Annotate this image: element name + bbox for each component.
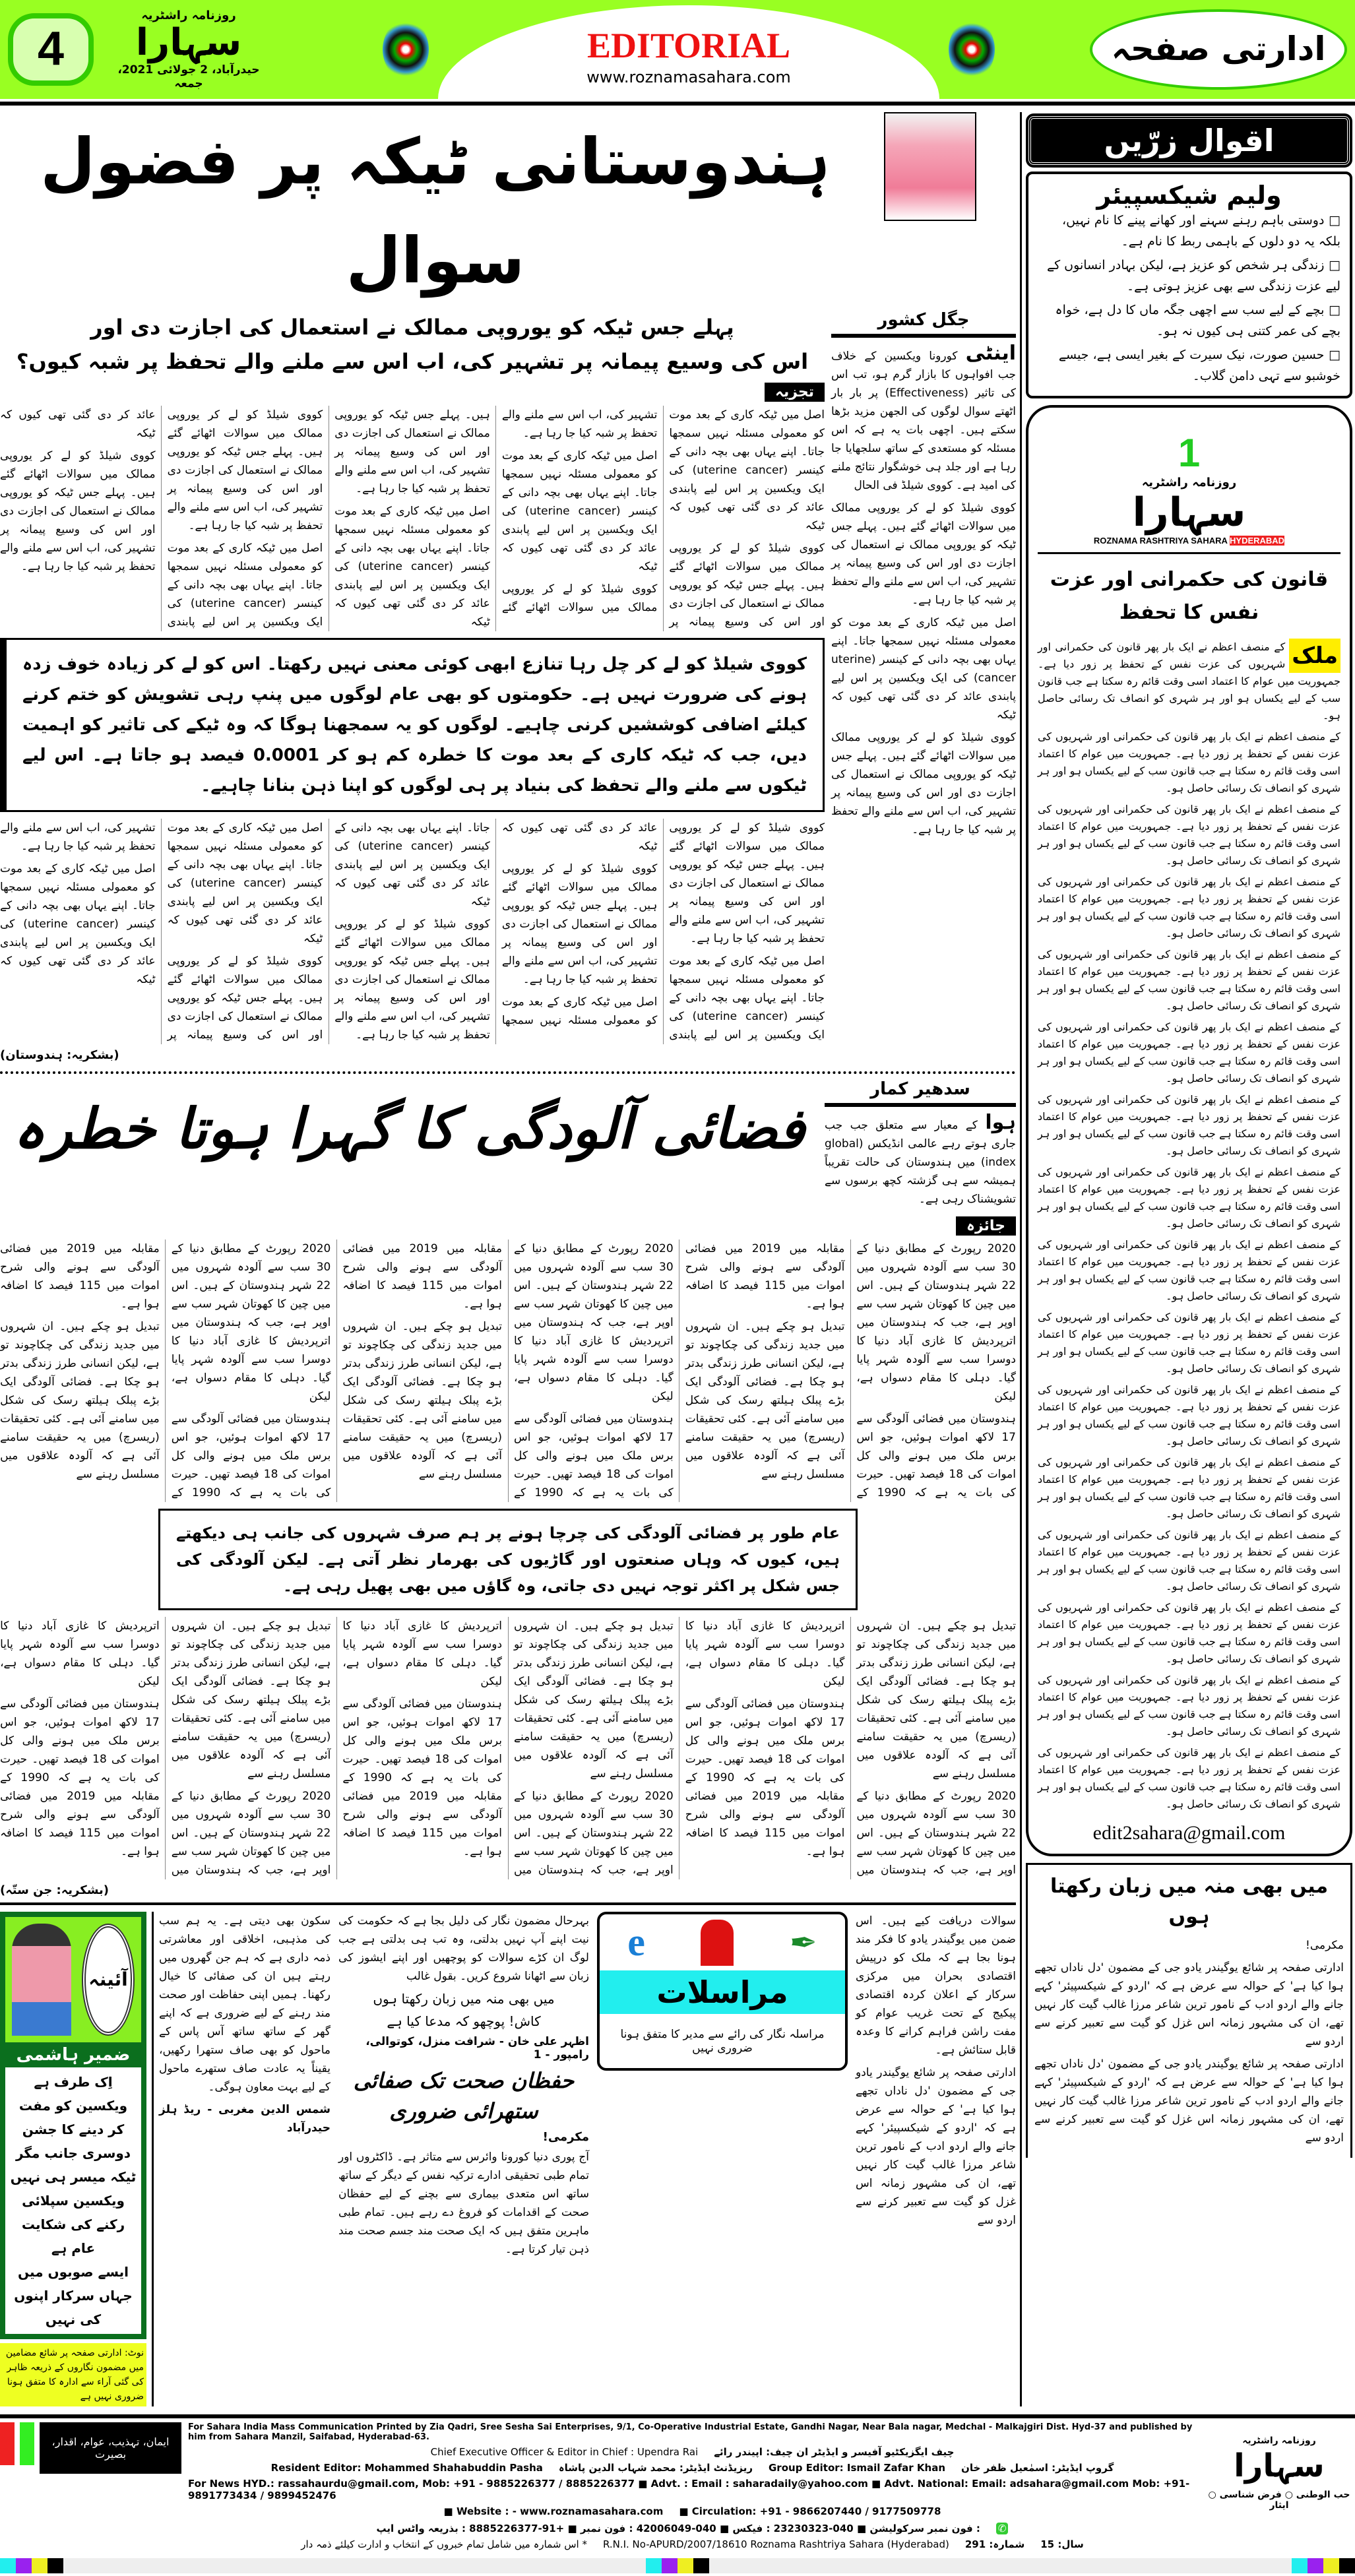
rni-number: R.N.I. No-APURD/2007/18610 Roznama Rashtriya Sahara (Hyderabad) xyxy=(602,2538,949,2550)
letter-headline: حفظان صحت تک صفائی ستھرائی ضروری xyxy=(353,2068,575,2123)
paragraph: ہندوستان میں فضائی آلودگی سے 17 لاکھ اموات ہوئیں، جو اس برس ملک میں ہونے والی کل اموات کی 18 فیصد تھیں۔ حیرت کی بات یہ ہے کہ 1990 کے مقابلہ میں 2019 میں فضائی آلودگی سے ہونے والی شرح اموات میں 115 فیصد کا اضافہ ہوا ہے۔ xyxy=(342,1242,674,1499)
letter-column xyxy=(856,1912,1016,2406)
lead-word: ہوا xyxy=(985,1111,1016,1134)
letter-column xyxy=(338,1912,589,2406)
column-divider xyxy=(1020,112,1022,2406)
aaina-poem xyxy=(5,2067,141,2334)
verse: ایسے صوبوں میں جہاں سرکار اپنوں کی نہیں xyxy=(14,2264,133,2327)
group-editor-ur: گروپ ایڈیٹر: اسمٰعیل ظفر خان xyxy=(961,2462,1114,2474)
letters-banner xyxy=(597,1912,848,2071)
verse: میں بھی منہ میں زبان رکھتا ہوں xyxy=(373,1991,555,2007)
emblem-icon xyxy=(949,20,995,79)
quote-item: □ دوستی باہم رہنے سہنے اور کھانے پینے کا نام نہیں، بلکہ یہ دو دلوں کے باہمی ربط کا نام ہے۔ xyxy=(1038,210,1340,252)
quotes-header: اقوال زرّیں xyxy=(1028,116,1350,165)
paragraph: کے منصف اعظم نے ایک بار پھر قانون کی حکمرانی اور شہریوں کی عزت نفس کے تحفظ پر زور دیا ہے۔ جمہوریت میں عوام کا اعتماد اسی وقت قائم رہ سکتا ہے جب قانون سب کے لیے یکساں ہو اور ہر شہری کو انصاف تک رسائی حاصل ہو۔ xyxy=(1038,1311,1340,1375)
paragraph: کووی شیلڈ کو لے کر یوروپی ممالک میں سوالات اٹھائے گئے ہیں۔ پہلے جس ٹیکہ کو یوروپی ممالک نے استعمال کی اجازت دی اور اس کی وسیع پیمانہ پر تشہیر کی، اب اس سے ملنے والے تحفظ پر شبہ کیا جا رہا ہے۔ xyxy=(334,918,490,1042)
resident-editor-ur: ریزیڈنٹ ایڈیٹر: محمد شہاب الدین پاشاہ xyxy=(558,2462,753,2474)
logo-subtitle: روزنامہ راشٹریہ xyxy=(141,9,236,22)
paragraph: اصل میں ٹیکہ کاری کے بعد موت کو معمولی مسئلہ نہیں سمجھا جاتا۔ اپنے یہاں بھی بچہ دانی کے کینسر (uterine cancer) کی ایک ویکسین پر اس لیے پابندی عائد کر دی گئی تھی کیوں کہ ٹیکہ xyxy=(0,408,323,629)
paragraph: ہندوستان میں فضائی آلودگی سے 17 لاکھ اموات ہوئیں، جو اس برس ملک میں ہونے والی کل اموات کی 18 فیصد تھیں۔ حیرت کی بات یہ ہے کہ 1990 کے مقابلہ میں 2019 میں فضائی آلودگی سے ہونے والی شرح اموات میں 115 فیصد کا اضافہ ہوا ہے۔ xyxy=(342,1697,503,1858)
paragraph: کووی شیلڈ کو لے کر یوروپی ممالک میں سوالات اٹھائے گئے ہیں۔ پہلے جس ٹیکہ کو یوروپی ممالک نے استعمال کی اجازت دی اور اس کی وسیع پیمانہ پر تشہیر کی، اب اس سے ملنے والے تحفظ پر شبہ کیا جا رہا ہے۔ xyxy=(0,821,323,1042)
paragraph: اصل میں ٹیکہ کاری کے بعد موت کو معمولی مسئلہ نہیں سمجھا جاتا۔ اپنے یہاں بھی بچہ دانی کے کینسر (uterine cancer) کی ایک ویکسین پر اس لیے پابندی عائد کر دی گئی تھی کیوں کہ ٹیکہ xyxy=(831,616,1016,722)
verse: دوسری جانب مگر ٹیکہ میسر ہی نہیں xyxy=(10,2145,137,2185)
paragraph: بہرحال مضمون نگار کی دلیل بجا ہے کہ حکومت کی نیت اپنے آپ نہیں بدلتی، وہ تب ہی بدلتی ہے جب لوگ ان کڑے سوالات کو پوچھیں اور اپنے ایشوز کی زبان سے اٹھانا شروع کریں۔ بقول غالب xyxy=(338,1914,589,1983)
intro-text: کورونا ویکسین کے خلاف جب افواہوں کا بازار گرم ہو، تب اس کی تاثیر (Effectiveness) پر بار بار اٹھتے سوال لوگوں کی الجھن مزید بڑھا سکتے ہیں۔ اچھی بات یہ ہے کہ اس مسئلہ کو مستعدی کے ساتھ سلجھایا جا رہا ہے اور جلد ہی خوشگوار نتائج ملنے کی امید ہے۔ کووی شیلڈ فی الحال xyxy=(831,350,1016,492)
ceo-en: Chief Executive Officer & Editor in Chief : Upendra Rai xyxy=(430,2446,699,2458)
paragraph: کووی شیلڈ کو لے کر یوروپی ممالک میں سوالات اٹھائے گئے ہیں۔ پہلے جس ٹیکہ کو یوروپی ممالک نے استعمال کی اجازت دی اور اس کی وسیع پیمانہ پر تشہیر کی، اب اس سے ملنے والے تحفظ پر شبہ کیا جا رہا ہے۔ xyxy=(167,408,323,532)
letter-signature: شمس الدین مغربی - ریڈ ہلز حیدرآباد xyxy=(159,2103,331,2135)
banner-icons xyxy=(600,1914,845,1970)
logo-subtitle: روزنامہ راشٹریہ xyxy=(1141,476,1237,489)
date-line: حیدرآباد، 2 جولائی 2021، جمعہ xyxy=(117,63,260,90)
color-bar xyxy=(20,2422,34,2465)
editorial-box xyxy=(1026,405,1352,1856)
article1-intro xyxy=(831,344,1016,839)
letter-box xyxy=(1026,1863,1352,2158)
article1-credit: (بشکریہ: ہندوستان) xyxy=(0,1048,119,1062)
paragraph: کے منصف اعظم نے ایک بار پھر قانون کی حکمرانی اور شہریوں کی عزت نفس کے تحفظ پر زور دیا ہے۔ جمہوریت میں عوام کا اعتماد اسی وقت قائم رہ سکتا ہے جب قانون سب کے لیے یکساں ہو اور ہر شہری کو انصاف تک رسائی حاصل ہو۔ xyxy=(1038,803,1340,867)
paragraph: کے منصف اعظم نے ایک بار پھر قانون کی حکمرانی اور شہریوں کی عزت نفس کے تحفظ پر زور دیا ہے۔ جمہوریت میں عوام کا اعتماد اسی وقت قائم رہ سکتا ہے جب قانون سب کے لیے یکساں ہو اور ہر شہری کو انصاف تک رسائی حاصل ہو۔ xyxy=(1038,1021,1340,1084)
circulation: ■ Circulation: +91 - 9866207440 / 9177509778 xyxy=(679,2505,941,2517)
author-photo xyxy=(884,112,976,221)
verse: ویکسین سپلائی رکنے کی شکایت عام ہے xyxy=(21,2193,125,2256)
paragraph: تبدیل ہو چکے ہیں۔ ان شہروں میں جدید زندگی کی چکاچوند تو ہے، لیکن انسانی طرز زندگی بدتر ہو چکا ہے۔ فضائی آلودگی ایک بڑے پبلک ہیلتھ رسک کی شکل میں سامنے آئی ہے۔ کئی تحقیقات (ریسرچ) میں یہ حقیقت سامنے آئی ہے کہ آلودہ علاقوں میں مسلسل رہنے سے xyxy=(0,1320,160,1481)
paragraph: کووی شیلڈ کو لے کر یوروپی ممالک میں سوالات اٹھائے گئے ہیں۔ پہلے جس ٹیکہ کو یوروپی ممالک نے استعمال کی اجازت دی اور اس کی وسیع پیمانہ پر تشہیر کی، اب اس سے ملنے والے تحفظ پر شبہ کیا جا رہا ہے۔ xyxy=(334,408,658,614)
postbox-icon xyxy=(701,1920,734,1966)
paragraph: کووی شیلڈ کو لے کر یوروپی ممالک میں سوالات اٹھائے گئے ہیں۔ پہلے جس ٹیکہ کو یوروپی ممالک نے استعمال کی اجازت دی اور اس کی وسیع پیمانہ پر تشہیر کی، اب اس سے ملنے والے تحفظ پر شبہ کیا جا رہا ہے۔ xyxy=(831,501,1016,607)
article2-body xyxy=(0,1617,1016,1879)
paragraph: 2020 رپورٹ کے مطابق دنیا کے 30 سب سے آلودہ شہروں میں 22 شہر ہندوستان کے ہیں۔ اس میں چین کا کھوتان شہر سب سے اوپر ہے، جب کہ ہندوستان میں اترپردیش کا غازی آباد دنیا کا دوسرا سب سے آلودہ شہر پایا گیا۔ دہلی کا مقام دسواں ہے، لیکن xyxy=(514,1242,674,1403)
page-label: ادارتی صفحہ xyxy=(1090,9,1347,90)
footer-tagline: ایمان، تہذیب، عوام، اقدار، بصیرت xyxy=(40,2422,181,2474)
pull-quote: عام طور پر فضائی آلودگی کی چرچا ہونے پر ہم صرف شہروں کی جانب ہی دیکھتے ہیں، کیوں کہ وہاں صنعتوں اور گاڑیوں کی بھرمار نظر آتی ہے۔ لیکن آلودگی کی جس شکل پر اکثر توجہ نہیں دی جاتی، وہ گاؤں میں بھی پھیل رہی ہے۔ xyxy=(158,1509,858,1610)
letter-body: آج پوری دنیا کورونا وائرس سے متاثر ہے۔ ڈاکٹروں اور تمام طبی تحقیقی ادارے ترکیہ نفس کے دیگر کے ساتھ ساتھ اس متعدی بیماری سے بچنے کے لیے حفظان صحت کے اقدامات کو فروغ دے رہے ہیں۔ تمام طبی ماہرین متفق ہیں کہ ایک صحت مند جسم صحت مند ذہن تیار کرتا ہے۔ xyxy=(338,2151,589,2256)
lead-word: ملک xyxy=(1289,639,1340,673)
paragraph: ادارتی صفحہ پر شائع یوگیندر یادو جی کے مضمون 'دل ناداں تجھے ہوا کیا ہے' کے حوالہ سے عرض ہے کہ 'اردو کے شیکسپیئر' کہے جانے والے اردو ادب کے نامور ترین شاعر مرزا غالب گیت کار نہیں تھے، ان کی مشہور زمانہ اس غزل کو گیت سے تعبیر کرنے سے اردو سے xyxy=(1034,1961,1344,2048)
verse: اِک طرف ہے ویکسین کو مفت کر دینے کا جشن xyxy=(18,2074,128,2137)
paragraph: کووی شیلڈ کو لے کر یوروپی ممالک میں سوالات اٹھائے گئے ہیں۔ پہلے جس ٹیکہ کو یوروپی ممالک نے استعمال کی اجازت دی اور اس کی وسیع پیمانہ پر تشہیر کی، اب اس سے ملنے والے تحفظ پر شبہ کیا جا رہا ہے۔ xyxy=(669,821,825,945)
paragraph: اصل میں ٹیکہ کاری کے بعد موت کو معمولی مسئلہ نہیں سمجھا جاتا۔ اپنے یہاں بھی بچہ دانی کے کینسر (uterine cancer) کی ایک ویکسین پر اس لیے پابندی عائد کر دی گئی تھی کیوں کہ ٹیکہ xyxy=(167,821,323,945)
divider xyxy=(0,102,1355,106)
printer-line: For Sahara India Mass Communication Printed by Zia Qadri, Sree Sesha Sai Enterprises, 9/1, Co-Operative Industrial Estate, Gandhi Nagar, Near Bala nagar, Medchal - Malkajgiri Dist. Hyd-37 and published by him from Sahara Manzil, Saifabad, Hyderabad-63. xyxy=(188,2422,1193,2442)
paragraph: کے منصف اعظم نے ایک بار پھر قانون کی حکمرانی اور شہریوں کی عزت نفس کے تحفظ پر زور دیا ہے۔ جمہوریت میں عوام کا اعتماد اسی وقت قائم رہ سکتا ہے جب قانون سب کے لیے یکساں ہو اور ہر شہری کو انصاف تک رسائی حاصل ہو۔ xyxy=(1038,1456,1340,1520)
logo-one-icon: 1 xyxy=(1178,431,1201,475)
review-tag: جائزہ xyxy=(956,1216,1016,1236)
aaina-box xyxy=(0,1912,146,2406)
paragraph: سکون بھی دیتی ہے۔ یہ ہم سب کی مذہبی، اخلاقی اور معاشرتی ذمہ داری ہے کہ ہم جن گھروں میں رہتے ہیں ان کی صفائی کا خیال رکھنا۔ ہمیں اپنی حفاظت اور صحت مند رہنے کے لیے ضروری ہے کہ اپنے گھر کے ساتھ ساتھ آس پاس کے ماحول کو بھی صاف ستھرا رکھیں، یقیناً یہ عادت صاف ستھرے ماحول کے لیے بہت معاون ہوگی۔ xyxy=(159,1914,331,2094)
group-editor: Group Editor: Ismail Zafar Khan xyxy=(769,2462,946,2474)
browser-icon: e xyxy=(627,1920,645,1964)
paragraph: ہندوستان میں فضائی آلودگی سے 17 لاکھ اموات ہوئیں، جو اس برس ملک میں ہونے والی کل اموات کی 18 فیصد تھیں۔ حیرت کی بات یہ ہے کہ 1990 کے مقابلہ میں 2019 میں فضائی آلودگی سے ہونے والی شرح اموات میں 115 فیصد کا اضافہ ہوا ہے۔ xyxy=(0,1242,331,1499)
masthead-band xyxy=(0,0,1355,99)
paragraph: تبدیل ہو چکے ہیں۔ ان شہروں میں جدید زندگی کی چکاچوند تو ہے، لیکن انسانی طرز زندگی بدتر ہو چکا ہے۔ فضائی آلودگی ایک بڑے پبلک ہیلتھ رسک کی شکل میں سامنے آئی ہے۔ کئی تحقیقات (ریسرچ) میں یہ حقیقت سامنے آئی ہے کہ آلودہ علاقوں میں مسلسل رہنے سے xyxy=(171,1619,331,1780)
article1-body xyxy=(0,819,825,1044)
paragraph: کے منصف اعظم نے ایک بار پھر قانون کی حکمرانی اور شہریوں کی عزت نفس کے تحفظ پر زور دیا ہے۔ جمہوریت میں عوام کا اعتماد اسی وقت قائم رہ سکتا ہے جب قانون سب کے لیے یکساں ہو اور ہر شہری کو انصاف تک رسائی حاصل ہو۔ xyxy=(1038,1238,1340,1302)
lead-word: اینٹی xyxy=(965,342,1016,365)
paragraph: اصل میں ٹیکہ کاری کے بعد موت کو معمولی مسئلہ نہیں سمجھا جاتا۔ اپنے یہاں بھی بچہ دانی کے کینسر (uterine cancer) کی ایک ویکسین پر اس لیے پابندی عائد کر دی گئی تھی کیوں کہ ٹیکہ xyxy=(334,505,490,629)
ceo-ur: چیف ایگزیکٹیو آفیسر و ایڈیٹر ان چیف: اپیندر رائے xyxy=(714,2446,955,2458)
resident-editor: Resident Editor: Mohammed Shahabuddin Pasha xyxy=(270,2462,543,2474)
paragraph: ہندوستان میں فضائی آلودگی سے 17 لاکھ اموات ہوئیں، جو اس برس ملک میں ہونے والی کل اموات کی 18 فیصد تھیں۔ حیرت کی بات یہ ہے کہ 1990 کے مقابلہ میں 2019 میں فضائی آلودگی سے ہونے والی شرح اموات میں 115 فیصد کا اضافہ ہوا ہے۔ xyxy=(685,1242,1016,1499)
main-column xyxy=(0,112,1016,2406)
paragraph: کووی شیلڈ کو لے کر یوروپی ممالک میں سوالات اٹھائے گئے ہیں۔ پہلے جس ٹیکہ کو یوروپی ممالک نے استعمال کی اجازت دی اور اس کی وسیع پیمانہ پر تشہیر کی، اب اس سے ملنے والے تحفظ پر شبہ کیا جا رہا ہے۔ xyxy=(0,449,156,573)
paragraph: کے منصف اعظم نے ایک بار پھر قانون کی حکمرانی اور شہریوں کی عزت نفس کے تحفظ پر زور دیا ہے۔ جمہوریت میں عوام کا اعتماد اسی وقت قائم رہ سکتا ہے جب قانون سب کے لیے یکساں ہو اور ہر شہری کو انصاف تک رسائی حاصل ہو۔ xyxy=(1038,730,1340,794)
year-number: سال: 15 xyxy=(1040,2538,1084,2550)
paragraph: کووی شیلڈ کو لے کر یوروپی ممالک میں سوالات اٹھائے گئے ہیں۔ پہلے جس ٹیکہ کو یوروپی ممالک نے استعمال کی اجازت دی اور اس کی وسیع پیمانہ پر تشہیر کی، اب اس سے ملنے والے تحفظ پر شبہ کیا جا رہا ہے۔ xyxy=(501,862,658,986)
disclaimer-ur: * اس شمارہ میں شامل تمام خبروں کے انتخاب و ادارت کیلئے ذمہ دار xyxy=(301,2538,587,2550)
paragraph: تبدیل ہو چکے ہیں۔ ان شہروں میں جدید زندگی کی چکاچوند تو ہے، لیکن انسانی طرز زندگی بدتر ہو چکا ہے۔ فضائی آلودگی ایک بڑے پبلک ہیلتھ رسک کی شکل میں سامنے آئی ہے۔ کئی تحقیقات (ریسرچ) میں یہ حقیقت سامنے آئی ہے کہ آلودہ علاقوں میں مسلسل رہنے سے xyxy=(514,1619,674,1780)
paragraph: کے منصف اعظم نے ایک بار پھر قانون کی حکمرانی اور شہریوں کی عزت نفس کے تحفظ پر زور دیا ہے۔ جمہوریت میں عوام کا اعتماد اسی وقت قائم رہ سکتا ہے جب قانون سب کے لیے یکساں ہو اور ہر شہری کو انصاف تک رسائی حاصل ہو۔ xyxy=(1038,1601,1340,1665)
quote-item: □ زندگی ہر شخص کو عزیز ہے، لیکن بہادر انسانوں کے لیے عزت زندگی سے بھی عزیز ہوتی ہے۔ xyxy=(1038,255,1340,297)
article1-byline: جگل کشور xyxy=(831,310,1016,338)
aaina-title: آئینہ xyxy=(82,1924,135,2036)
quotes-author: ولیم شیکسپیئر xyxy=(1096,181,1282,210)
logo-city: HYDERABAD xyxy=(1230,536,1285,546)
article1-headline: ہندوستانی ٹیکہ پر فضول سوال xyxy=(40,125,831,298)
right-column xyxy=(1026,112,1355,2406)
paragraph: 2020 رپورٹ کے مطابق دنیا کے 30 سب سے آلودہ شہروں میں 22 شہر ہندوستان کے ہیں۔ اس میں چین کا کھوتان شہر سب سے اوپر ہے، جب کہ ہندوستان میں اترپردیش کا غازی آباد دنیا کا دوسرا سب سے آلودہ شہر پایا گیا۔ دہلی کا مقام دسواں ہے، لیکن xyxy=(685,1619,1016,1877)
paragraph: کے منصف اعظم نے ایک بار پھر قانون کی حکمرانی اور شہریوں کی عزت نفس کے تحفظ پر زور دیا ہے۔ جمہوریت میں عوام کا اعتماد اسی وقت قائم رہ سکتا ہے جب قانون سب کے لیے یکساں ہو اور ہر شہری کو انصاف تک رسائی حاصل ہو۔ xyxy=(1038,1746,1340,1810)
article2-intro xyxy=(825,1111,1016,1209)
editorial-note: نوٹ: ادارتی صفحہ پر شائع مضامین میں مضمون نگاروں کے ذریعہ ظاہر کی گئی آراء سے ادارہ کا متفق ہونا ضروری نہیں ہے xyxy=(0,2343,146,2406)
letters-title: مراسلات xyxy=(600,1970,845,2014)
salutation: مکرمی! xyxy=(542,2130,589,2144)
paragraph: کووی شیلڈ کو لے کر یوروپی ممالک میں سوالات اٹھائے گئے ہیں۔ پہلے جس ٹیکہ کو یوروپی ممالک نے استعمال کی اجازت دی اور اس کی وسیع پیمانہ پر تشہیر کی، اب اس سے ملنے والے تحفظ پر شبہ کیا جا رہا ہے۔ xyxy=(501,408,825,629)
pull-quote: کووی شیلڈ کو لے کر چل رہا تنازع ابھی کوئی معنی نہیں رکھتا۔ اس کو لے کر زیادہ خوف زدہ ہونے کی ضرورت نہیں ہے۔ حکومتوں کو بھی عام لوگوں میں پنپ رہی تشویش کو ختم کرنے کیلئے اضافی کوششیں کرنی چاہیے۔ لوگوں کو یہ سمجھنا ہوگا کہ وہ ٹیکے کی تاثیر کو اہمیت دیں، جب کہ ٹیکہ کاری کے بعد موت کا خطرہ کم ہو کر 0.0001 فیصد ہو جاتا ہے۔ اس لیے ٹیکوں سے ملنے والے تحفظ کی بنیاد پر ہی لوگوں کو اپنا ذہن بنانا چاہیے۔ xyxy=(0,638,825,812)
paragraph: کے منصف اعظم نے ایک بار پھر قانون کی حکمرانی اور شہریوں کی عزت نفس کے تحفظ پر زور دیا ہے۔ جمہوریت میں عوام کا اعتماد اسی وقت قائم رہ سکتا ہے جب قانون سب کے لیے یکساں ہو اور ہر شہری کو انصاف تک رسائی حاصل ہو۔ xyxy=(1038,875,1340,939)
issue-number: شمارہ: 291 xyxy=(964,2538,1025,2550)
footer-motto: حب الوطنی ○ فرض شناسی ○ ایثار xyxy=(1208,2490,1350,2511)
paragraph: تبدیل ہو چکے ہیں۔ ان شہروں میں جدید زندگی کی چکاچوند تو ہے، لیکن انسانی طرز زندگی بدتر ہو چکا ہے۔ فضائی آلودگی ایک بڑے پبلک ہیلتھ رسک کی شکل میں سامنے آئی ہے۔ کئی تحقیقات (ریسرچ) میں یہ حقیقت سامنے آئی ہے کہ آلودہ علاقوں میں مسلسل رہنے سے xyxy=(856,1619,1016,1780)
paragraph: اصل میں ٹیکہ کاری کے بعد موت کو معمولی مسئلہ نہیں سمجھا جاتا۔ اپنے یہاں بھی بچہ دانی کے کینسر (uterine cancer) کی ایک ویکسین پر اس لیے پابندی عائد کر دی گئی تھی کیوں کہ ٹیکہ xyxy=(334,821,658,1027)
paragraph: 2020 رپورٹ کے مطابق دنیا کے 30 سب سے آلودہ شہروں میں 22 شہر ہندوستان کے ہیں۔ اس میں چین کا کھوتان شہر سب سے اوپر ہے، جب کہ ہندوستان میں اترپردیش کا غازی آباد دنیا کا دوسرا سب سے آلودہ شہر پایا گیا۔ دہلی کا مقام دسواں ہے، لیکن xyxy=(856,1242,1016,1403)
paragraph: کے منصف اعظم نے ایک بار پھر قانون کی حکمرانی اور شہریوں کی عزت نفس کے تحفظ پر زور دیا ہے۔ جمہوریت میں عوام کا اعتماد اسی وقت قائم رہ سکتا ہے جب قانون سب کے لیے یکساں ہو اور ہر شہری کو انصاف تک رسائی حاصل ہو۔ xyxy=(1038,1674,1340,1738)
whatsapp-icon: ✆ xyxy=(996,2523,1009,2534)
paragraph: تبدیل ہو چکے ہیں۔ ان شہروں میں جدید زندگی کی چکاچوند تو ہے، لیکن انسانی طرز زندگی بدتر ہو چکا ہے۔ فضائی آلودگی ایک بڑے پبلک ہیلتھ رسک کی شکل میں سامنے آئی ہے۔ کئی تحقیقات (ریسرچ) میں یہ حقیقت سامنے آئی ہے کہ آلودہ علاقوں میں مسلسل رہنے سے xyxy=(342,1320,503,1481)
article2-body xyxy=(0,1240,1016,1502)
divider xyxy=(0,1071,1016,1074)
paragraph: 2020 رپورٹ کے مطابق دنیا کے 30 سب سے آلودہ شہروں میں 22 شہر ہندوستان کے ہیں۔ اس میں چین کا کھوتان شہر سب سے اوپر ہے، جب کہ ہندوستان میں اترپردیش کا غازی آباد دنیا کا دوسرا سب سے آلودہ شہر پایا گیا۔ دہلی کا مقام دسواں ہے، لیکن xyxy=(0,1619,331,1877)
editorial-logo xyxy=(1038,430,1340,546)
phones-ur: : فون نمبر سرکولیشن ■ 040-23230323 : فیکس ■ 040-42006049 : فون نمبر ■ +91-8885226377 : بذریعہ واٹس ایپ xyxy=(376,2523,980,2534)
intro-text: کے معیار سے متعلق جب جب جاری ہوتے رہے عالمی انڈیکس (global index) میں ہندوستان کی حالت تقریباً ہمیشہ سے ہی گزشتہ کچھ برسوں سے تشویشناک رہی ہے۔ xyxy=(825,1119,1016,1206)
website-link[interactable]: www.roznamasahara.com xyxy=(586,68,791,86)
paragraph: کے منصف اعظم نے ایک بار پھر قانون کی حکمرانی اور شہریوں کی عزت نفس کے تحفظ پر زور دیا ہے۔ جمہوریت میں عوام کا اعتماد اسی وقت قائم رہ سکتا ہے جب قانون سب کے لیے یکساں ہو اور ہر شہری کو انصاف تک رسائی حاصل ہو۔ xyxy=(1038,641,1340,722)
color-bar xyxy=(0,2422,15,2465)
editorial-email[interactable]: edit2sahara@gmail.com xyxy=(1092,1822,1286,1844)
paragraph: اصل میں ٹیکہ کاری کے بعد موت کو معمولی مسئلہ نہیں سمجھا جاتا۔ اپنے یہاں بھی بچہ دانی کے کینسر (uterine cancer) کی ایک ویکسین پر اس لیے پابندی عائد کر دی گئی تھی کیوں کہ ٹیکہ xyxy=(0,862,156,986)
verse: کاش! پوچھو کہ مدعا کیا ہے xyxy=(387,2013,541,2029)
paragraph: سوالات دریافت کیے ہیں۔ اس ضمن میں یوگیندر یادو کا فکر مند ہونا بجا ہے کہ ملک کو درپیش اقتصادی بحران میں مرکزی سرکار کے اعلان کردہ اقتصادی پیکیج کے تحت غریب عوام کو مفت راشن فراہم کرانے کا وعدہ قابل ستائش ہے۔ xyxy=(856,1914,1016,2057)
logo-subtitle: روزنامہ راشٹریہ xyxy=(1242,2435,1316,2446)
quote-item: □ بچے کے لیے سب سے اچھی جگہ ماں کا دل ہے، خواہ بچے کی عمر کتنی ہی کیوں نہ ہو۔ xyxy=(1038,299,1340,342)
salutation: مکرمی! xyxy=(1306,1939,1344,1952)
letter-column xyxy=(159,1912,331,2406)
quill-icon: ✒ xyxy=(789,1923,817,1962)
paragraph: کووی شیلڈ کو لے کر یوروپی ممالک میں سوالات اٹھائے گئے ہیں۔ پہلے جس ٹیکہ کو یوروپی ممالک نے استعمال کی اجازت دی اور اس کی وسیع پیمانہ پر تشہیر کی، اب اس سے ملنے والے تحفظ پر شبہ کیا جا رہا ہے۔ xyxy=(831,731,1016,836)
contact-line: For News HYD.: rassahaurdu@gmail.com, Mob: +91 - 9885226377 / 8885226377 ■ Advt. : Email : saharadaily@yahoo.com ■ Advt. National: Email: adsahara@gmail.com Mob: +91-9891773434 / 9899452476 xyxy=(188,2478,1190,2501)
paragraph: اصل میں ٹیکہ کاری کے بعد موت کو معمولی مسئلہ نہیں سمجھا جاتا۔ اپنے یہاں بھی بچہ دانی کے کینسر (uterine cancer) کی ایک ویکسین پر اس لیے پابندی عائد کر دی گئی تھی کیوں کہ ٹیکہ xyxy=(501,449,658,573)
paragraph: ادارتی صفحہ پر شائع یوگیندر یادو جی کے مضمون 'دل ناداں تجھے ہوا کیا ہے' کے حوالہ سے عرض ہے کہ 'اردو کے شیکسپیئر' کہے جانے والے اردو ادب کے نامور ترین شاعر مرزا غالب گیت کار نہیں تھے، ان کی مشہور زمانہ اس غزل کو گیت سے تعبیر کرنے سے اردو سے xyxy=(856,2066,1016,2227)
paragraph: ہندوستان میں فضائی آلودگی سے 17 لاکھ اموات ہوئیں، جو اس برس ملک میں ہونے والی کل اموات کی 18 فیصد تھیں۔ حیرت کی بات یہ ہے کہ 1990 کے مقابلہ میں 2019 میں فضائی آلودگی سے ہونے والی شرح اموات میں 115 فیصد کا اضافہ ہوا ہے۔ xyxy=(685,1697,845,1858)
title-dome xyxy=(438,5,939,99)
poet-photo xyxy=(5,1917,141,2042)
editorial-body xyxy=(1038,639,1340,1813)
paragraph: کے منصف اعظم نے ایک بار پھر قانون کی حکمرانی اور شہریوں کی عزت نفس کے تحفظ پر زور دیا ہے۔ جمہوریت میں عوام کا اعتماد اسی وقت قائم رہ سکتا ہے جب قانون سب کے لیے یکساں ہو اور ہر شہری کو انصاف تک رسائی حاصل ہو۔ xyxy=(1038,1093,1340,1157)
logo-title: سہارا xyxy=(135,21,242,64)
editorial-headline: قانون کی حکمرانی اور عزت نفس کا تحفظ xyxy=(1050,568,1329,624)
quotes-box xyxy=(1026,172,1352,398)
paragraph: کے منصف اعظم نے ایک بار پھر قانون کی حکمرانی اور شہریوں کی عزت نفس کے تحفظ پر زور دیا ہے۔ جمہوریت میں عوام کا اعتماد اسی وقت قائم رہ سکتا ہے جب قانون سب کے لیے یکساں ہو اور ہر شہری کو انصاف تک رسائی حاصل ہو۔ xyxy=(1038,948,1340,1012)
letter-signature: اظہر علی خان - شرافت منزل، کوتوالی، رامپور - 1 xyxy=(365,2035,589,2061)
article1-subhead: پہلے جس ٹیکہ کو یوروپی ممالک نے استعمال کی اجازت دی اور xyxy=(90,315,734,340)
article1-body xyxy=(0,406,825,631)
paragraph: کے منصف اعظم نے ایک بار پھر قانون کی حکمرانی اور شہریوں کی عزت نفس کے تحفظ پر زور دیا ہے۔ جمہوریت میں عوام کا اعتماد اسی وقت قائم رہ سکتا ہے جب قانون سب کے لیے یکساں ہو اور ہر شہری کو انصاف تک رسائی حاصل ہو۔ xyxy=(1038,1166,1340,1230)
logo-title: سہارا xyxy=(1132,489,1246,536)
poet-name: ضمیر ہاشمی xyxy=(5,2042,141,2067)
article2-headline: فضائی آلودگی کا گہرا ہوتا خطرہ xyxy=(13,1096,805,1161)
page-number: 4 xyxy=(8,13,94,86)
paragraph: اصل میں ٹیکہ کاری کے بعد موت کو معمولی مسئلہ نہیں سمجھا جاتا۔ اپنے یہاں بھی بچہ دانی کے کینسر (uterine cancer) کی ایک ویکسین پر اس لیے پابندی عائد کر دی گئی تھی کیوں کہ ٹیکہ xyxy=(669,408,825,532)
registration-marks xyxy=(0,2558,1355,2573)
letter-headline: میں بھی منہ میں زبان رکھتا ہوں xyxy=(1050,1875,1329,1928)
paragraph: کے منصف اعظم نے ایک بار پھر قانون کی حکمرانی اور شہریوں کی عزت نفس کے تحفظ پر زور دیا ہے۔ جمہوریت میں عوام کا اعتماد اسی وقت قائم رہ سکتا ہے جب قانون سب کے لیے یکساں ہو اور ہر شہری کو انصاف تک رسائی حاصل ہو۔ xyxy=(1038,1528,1340,1592)
letter-body xyxy=(1034,1959,1344,2147)
paragraph: ادارتی صفحہ پر شائع یوگیندر یادو جی کے مضمون 'دل ناداں تجھے ہوا کیا ہے' کے حوالہ سے عرض ہے کہ 'اردو کے شیکسپیئر' کہے جانے والے اردو ادب کے نامور ترین شاعر مرزا غالب گیت کار نہیں تھے، ان کی مشہور زمانہ اس غزل کو گیت سے تعبیر کرنے سے اردو سے xyxy=(1034,2058,1344,2145)
newspaper-logo xyxy=(103,9,274,90)
emblem-icon xyxy=(383,20,429,79)
footer-logo xyxy=(1203,2422,1355,2554)
article2-byline: سدھیر کمار xyxy=(825,1079,1016,1107)
poet-portrait xyxy=(12,1924,71,2036)
letters-section xyxy=(0,1902,1016,2406)
paragraph: ہندوستان میں فضائی آلودگی سے 17 لاکھ اموات ہوئیں، جو اس برس ملک میں ہونے والی کل اموات کی 18 فیصد تھیں۔ حیرت کی بات یہ ہے کہ 1990 کے مقابلہ میں 2019 میں فضائی آلودگی سے ہونے والی شرح اموات میں 115 فیصد کا اضافہ ہوا ہے۔ xyxy=(0,1697,160,1858)
analysis-tag: تجزیہ xyxy=(765,383,825,402)
article2-credit: (بشکریہ: جن ستّہ) xyxy=(0,1883,109,1897)
footer-website[interactable]: ■ Website : - www.roznamasahara.com xyxy=(443,2505,664,2517)
paragraph: تبدیل ہو چکے ہیں۔ ان شہروں میں جدید زندگی کی چکاچوند تو ہے، لیکن انسانی طرز زندگی بدتر ہو چکا ہے۔ فضائی آلودگی ایک بڑے پبلک ہیلتھ رسک کی شکل میں سامنے آئی ہے۔ کئی تحقیقات (ریسرچ) میں یہ حقیقت سامنے آئی ہے کہ آلودہ علاقوں میں مسلسل رہنے سے xyxy=(685,1320,845,1481)
footer xyxy=(0,2414,1355,2554)
paragraph: کے منصف اعظم نے ایک بار پھر قانون کی حکمرانی اور شہریوں کی عزت نفس کے تحفظ پر زور دیا ہے۔ جمہوریت میں عوام کا اعتماد اسی وقت قائم رہ سکتا ہے جب قانون سب کے لیے یکساں ہو اور ہر شہری کو انصاف تک رسائی حاصل ہو۔ xyxy=(1038,1383,1340,1447)
quote-item: □ حسین صورت، نیک سیرت کے بغیر ایسی ہے، جیسے خوشبو سے تہی دامن گلاب۔ xyxy=(1038,344,1340,387)
logo-english: ROZNAMA RASHTRIYA SAHARA xyxy=(1093,536,1228,546)
letters-disclaimer: مراسلہ نگار کی رائے سے مدیر کا متفق ہونا ضروری نہیں xyxy=(620,2028,825,2055)
article1-subhead: اس کی وسیع پیمانہ پر تشہیر کی، اب اس سے ملنے والے تحفظ پر شبہ کیوں؟ xyxy=(16,349,809,374)
logo-title: سہارا xyxy=(1234,2447,1325,2484)
paragraph: اصل میں ٹیکہ کاری کے بعد موت کو معمولی مسئلہ نہیں سمجھا جاتا۔ اپنے یہاں بھی بچہ دانی کے کینسر (uterine cancer) کی ایک ویکسین پر اس لیے پابندی عائد کر دی گئی تھی کیوں کہ ٹیکہ xyxy=(501,821,825,1042)
paragraph: 2020 رپورٹ کے مطابق دنیا کے 30 سب سے آلودہ شہروں میں 22 شہر ہندوستان کے ہیں۔ اس میں چین کا کھوتان شہر سب سے اوپر ہے، جب کہ ہندوستان میں اترپردیش کا غازی آباد دنیا کا دوسرا سب سے آلودہ شہر پایا گیا۔ دہلی کا مقام دسواں ہے، لیکن xyxy=(342,1619,674,1877)
paragraph: 2020 رپورٹ کے مطابق دنیا کے 30 سب سے آلودہ شہروں میں 22 شہر ہندوستان کے ہیں۔ اس میں چین کا کھوتان شہر سب سے اوپر ہے، جب کہ ہندوستان میں اترپردیش کا غازی آباد دنیا کا دوسرا سب سے آلودہ شہر پایا گیا۔ دہلی کا مقام دسواں ہے، لیکن xyxy=(171,1242,331,1403)
section-title: EDITORIAL xyxy=(586,26,791,65)
